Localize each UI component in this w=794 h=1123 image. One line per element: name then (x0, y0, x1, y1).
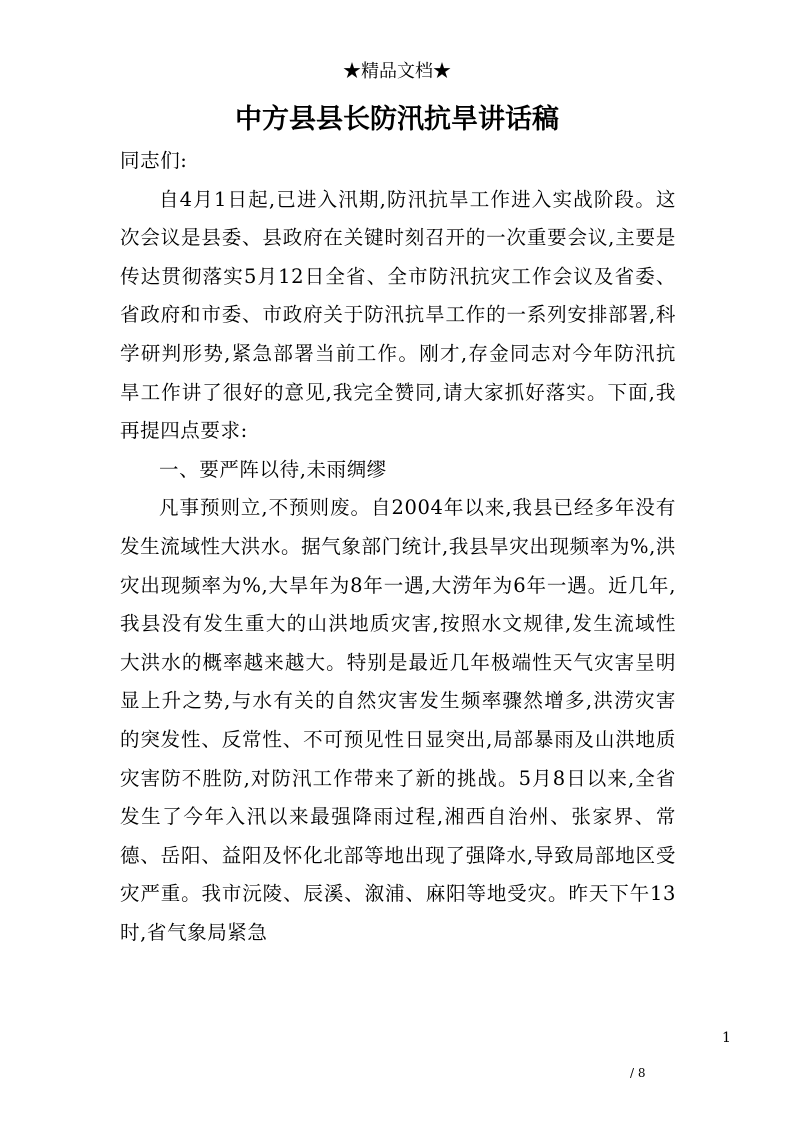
paragraph: 自4月1日起,已进入汛期,防汛抗旱工作进入实战阶段。这次会议是县委、县政府在关键时刻召开的一次重要会议,主要是传达贯彻落实5月12日全省、全市防汛抗灾工作会议及省委、省政府和市委、市政府关于防汛抗旱工作的一系列安排部署,科学研判形势,紧急部署当前工作。刚才,存金同志对今年防汛抗旱工作讲了很好的意见,我完全赞同,请大家抓好落实。下面,我再提四点要求: (120, 187, 676, 443)
paragraph: 凡事预则立,不预则废。自2004年以来,我县已经多年没有发生流域性大洪水。据气象部门统计,我县旱灾出现频率为%,洪灾出现频率为%,大旱年为8年一遇,大涝年为6年一遇。近几年,我县没有发生重大的山洪地质灾害,按照水文规律,发生流域性大洪水的概率越来越大。特别是最近几年极端性天气灾害呈明显上升之势,与水有关的自然灾害发生频率骤然增多,洪涝灾害的突发性、反常性、不可预见性日显突出,局部暴雨及山洪地质灾害防不胜防,对防汛工作带来了新的挑战。5月8日以来,全省发生了今年入汛以来最强降雨过程,湘西自治州、张家界、常德、岳阳、益阳及怀化北部等地出现了强降水,导致局部地区受灾严重。我市沅陵、辰溪、溆浦、麻阳等地受灾。昨天下午13时,省气象局紧急 (120, 496, 676, 944)
document-title: 中方县县长防汛抗旱讲话稿 (235, 104, 559, 135)
header-label: ★精品文档★ (343, 61, 451, 82)
page-number: 1 (722, 1030, 731, 1046)
salutation: 同志们: (120, 149, 188, 172)
section-heading: 一、要严阵以待,未雨绸缪 (159, 457, 387, 481)
document-body (120, 142, 676, 952)
page-total: / 8 (630, 1066, 646, 1080)
